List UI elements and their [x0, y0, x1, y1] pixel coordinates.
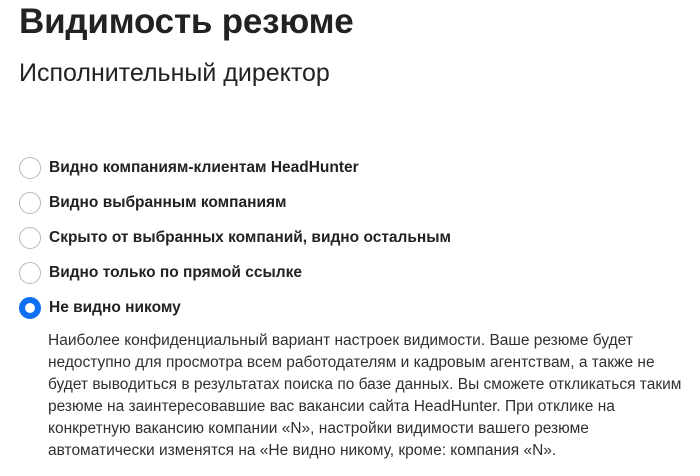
resume-position-subtitle: Исполнительный директор — [19, 59, 330, 87]
option-label: Видно только по прямой ссылке — [49, 263, 302, 281]
selected-option-description: Наиболее конфиденциальный вариант настроек видимости. Ваше резюме будет недоступно для просмотра всем работодателям и кадровым агентствам, а также не будет выводиться в результатах поиска по базе данных. Вы сможете откликаться таким резюме на заинтересовавшие вас вакансии сайта HeadHunter. При отклике на конкретную вакансию компании «N», настройки видимости вашего резюме автоматически изменятся на «Не видно никому, кроме: компания «N». — [48, 332, 682, 459]
radio-button[interactable] — [19, 262, 41, 284]
radio-button[interactable] — [19, 157, 41, 179]
radio-button[interactable] — [19, 192, 41, 214]
radio-button-selected[interactable] — [19, 297, 41, 319]
option-visible-to-nobody[interactable] — [19, 290, 689, 325]
option-label: Не видно никому — [49, 298, 181, 316]
page-title: Видимость резюме — [19, 2, 354, 41]
option-visible-by-direct-link[interactable] — [19, 255, 689, 290]
visibility-options-group — [19, 150, 689, 325]
option-hidden-from-selected-companies[interactable] — [19, 220, 689, 255]
option-visible-to-hh-clients[interactable] — [19, 150, 689, 185]
radio-button[interactable] — [19, 227, 41, 249]
option-label: Видно компаниям-клиентам HeadHunter — [49, 158, 359, 176]
option-label: Скрыто от выбранных компаний, видно остальным — [49, 228, 451, 246]
option-visible-to-selected-companies[interactable] — [19, 185, 689, 220]
option-label: Видно выбранным компаниям — [49, 193, 287, 211]
